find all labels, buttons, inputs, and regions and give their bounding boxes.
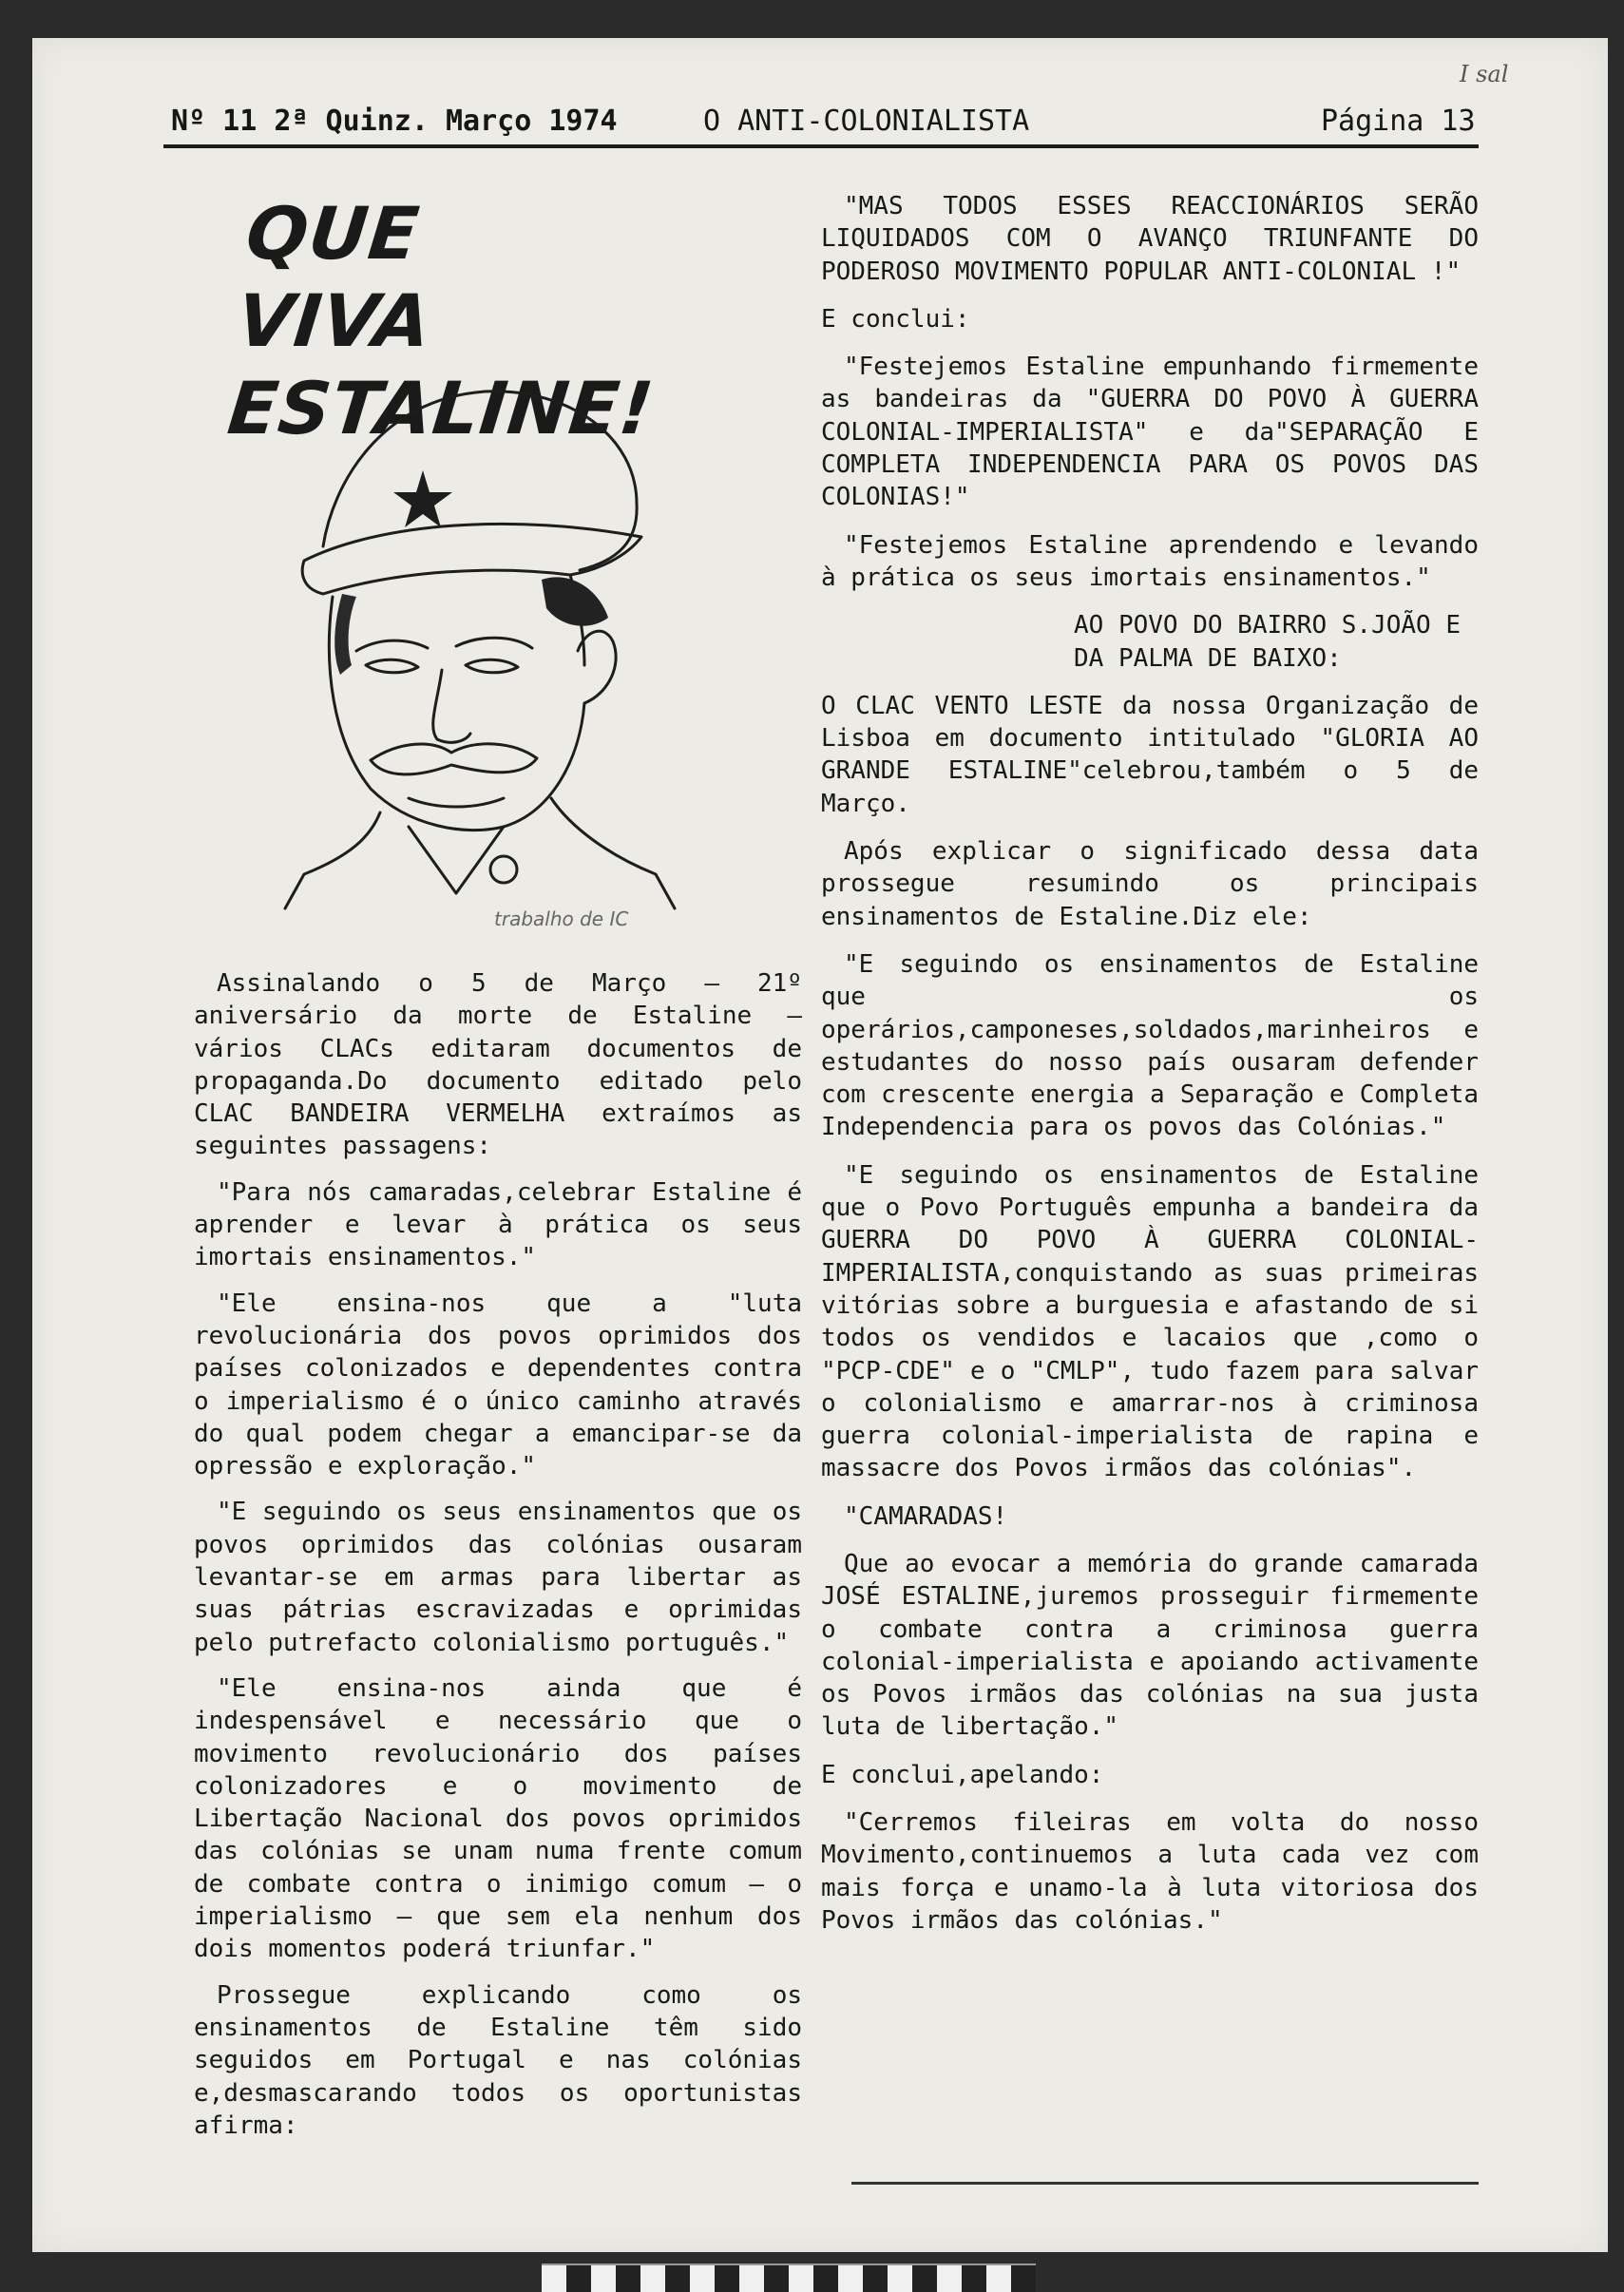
left-paragraph-5: "Ele ensina-nos ainda que é indespensável e necessário que o movimento revolucionário dos países colonizadores e o movimento de Libertação Nacional dos povos oprimidos das colónias se unam numa frente comum de combate contra o inimigo comum — o imperialismo — que sem ela nenhum dos dois momentos poderá triunfar." (194, 1673, 802, 1964)
right-paragraph-9: "E seguindo os ensinamentos de Estaline que o Povo Português empunha a bandeira da GUERRA DO POVO À GUERRA COLONIAL-IMPERIALISTA,conquistando as suas primeiras vitórias sobre a burguesia e afastando de si todos os vendidos e lacaios que ,como o "PCP-CDE" e o "CMLP", tudo fazem para salvar o colonialismo e amarrar-nos à criminosa guerra colonial-imperialista de rapina e massacre dos Povos irmãos das colónias". (821, 1160, 1479, 1483)
left-paragraph-2: "Para nós camaradas,celebrar Estaline é aprender e levar à prática os seus imortais ensinamentos." (194, 1177, 802, 1272)
issue-info: Nº 11 2ª Quinz. Março 1974 (171, 105, 618, 138)
right-paragraph-10: "CAMARADAS! (844, 1501, 1008, 1531)
right-column (821, 190, 1479, 1952)
right-paragraph-2: E conclui: (821, 304, 970, 334)
right-paragraph-4: "Festejemos Estaline aprendendo e levando à prática os seus imortais ensinamentos." (821, 530, 1479, 592)
left-paragraph-4: "E seguindo os seus ensinamentos que os povos oprimidos das colónias ousaram levantar-se em armas para libertar as suas pátrias escravizadas e oprimidas pelo putrefacto colonialismo português." (194, 1498, 802, 1657)
right-paragraph-13: "Cerremos fileiras em volta do nosso Movimento,continuemos a luta cada vez com mais força e unamo-la à luta vitoriosa dos Povos irmãos das colónias." (821, 1808, 1479, 1935)
headline-line-2: ESTALINE! (223, 366, 659, 450)
scale-ruler (542, 2263, 1036, 2292)
header-rule (163, 144, 1479, 148)
right-paragraph-12: E conclui,apelando: (821, 1760, 1104, 1789)
left-paragraph-6: Prossegue explicando como os ensinamentos de Estaline têm sido seguidos em Portugal e nas colónias e,desmascarando todos os oportunistas afirma: (194, 1980, 802, 2140)
left-column (194, 967, 802, 2155)
right-paragraph-3: "Festejemos Estaline empunhando firmemente as bandeiras da "GUERRA DO POVO À GUERRA COLONIAL-IMPERIALISTA" e da"SEPARAÇÃO E COMPLETA INDEPENDENCIA PARA OS POVOS DAS COLONIAS!" (821, 353, 1479, 512)
portrait-drawing (266, 380, 684, 912)
end-rule (851, 2182, 1479, 2185)
page-number: Página 13 (1321, 105, 1476, 138)
right-paragraph-1: "MAS TODOS ESSES REACCIONÁRIOS SERÃO LIQUIDADOS COM O AVANÇO TRIUNFANTE DO PODEROSO MOVIMENTO POPULAR ANTI-COLONIAL !" (821, 192, 1479, 286)
left-paragraph-1: Assinalando o 5 de Março — 21º aniversário da morte de Estaline — vários CLACs editaram documentos de propaganda.Do documento editado pelo CLAC BANDEIRA VERMELHA extraímos as seguintes passagens: (194, 969, 802, 1161)
archive-stamp: I sal (1460, 61, 1509, 87)
right-address-line: AO POVO DO BAIRRO S.JOÃO E DA PALMA DE BAIXO: (1074, 611, 1461, 673)
headline-line-1: QUE VIVA (233, 191, 436, 363)
right-paragraph-6: O CLAC VENTO LESTE da nossa Organização de Lisboa em documento intitulado "GLORIA AO GRANDE ESTALINE"celebrou,também o 5 de Março. (821, 691, 1479, 818)
right-paragraph-7: Após explicar o significado dessa data prossegue resumindo os principais ensinamentos de Estaline.Diz ele: (821, 837, 1479, 931)
page-header (133, 99, 1482, 141)
publication-title: O ANTI-COLONIALISTA (703, 105, 1030, 138)
right-paragraph-8: "E seguindo os ensinamentos de Estaline que os operários,camponeses,soldados,marinheiros e estudantes do nosso país ousaram defender com crescente energia a Separação e Completa Independencia para os povos das Colónias." (821, 949, 1479, 1142)
portrait-caption: trabalho de IC (494, 907, 629, 930)
right-paragraph-11: Que ao evocar a memória do grande camarada JOSÉ ESTALINE,juremos prosseguir firmemente o combate contra a criminosa guerra colonial-imperialista e apoiando activamente os Povos irmãos das colónias na sua justa luta de libertação." (821, 1549, 1479, 1742)
left-paragraph-3: "Ele ensina-nos que a "luta revolucionária dos povos oprimidos dos países colonizados e dependentes contra o imperialismo é o único caminho através do qual podem chegar a emancipar-se da opressão e exploração." (194, 1289, 802, 1481)
